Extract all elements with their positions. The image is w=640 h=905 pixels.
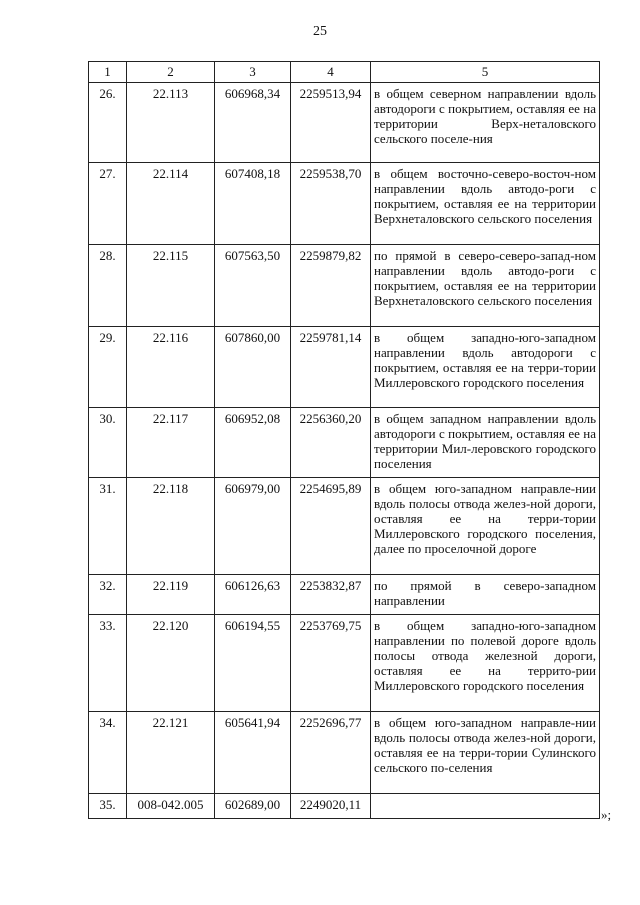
coord-y: 2259513,94 [291, 83, 371, 163]
point-id: 22.118 [127, 478, 215, 575]
header-col-3: 3 [215, 62, 291, 83]
row-number: 35. [89, 794, 127, 819]
coord-x: 602689,00 [215, 794, 291, 819]
route-description: в общем юго-западном направле-нии вдоль полосы отвода желез-ной дороги, оставляя ее на терри-тории Миллеровского городского поселения, далее по проселочной дороге [371, 478, 600, 575]
route-description [371, 794, 600, 819]
table-row [89, 575, 600, 615]
coord-y: 2252696,77 [291, 712, 371, 794]
point-id: 22.120 [127, 615, 215, 712]
coord-x: 607860,00 [215, 327, 291, 408]
row-number: 30. [89, 408, 127, 478]
point-id: 22.116 [127, 327, 215, 408]
header-col-5: 5 [371, 62, 600, 83]
table-header-row [89, 62, 600, 83]
route-description: в общем юго-западном направле-нии вдоль полосы отвода желез-ной дороги, оставляя ее на терри-тории Сулинского сельского по-селения [371, 712, 600, 794]
row-number: 31. [89, 478, 127, 575]
point-id: 008-042.005 [127, 794, 215, 819]
table-row [89, 615, 600, 712]
coord-y: 2253769,75 [291, 615, 371, 712]
table-row [89, 794, 600, 819]
route-description: в общем восточно-северо-восточ-ном направлении вдоль автодо-роги с покрытием, оставляя ее на территории Верхнеталовского сельского поселения [371, 163, 600, 245]
header-col-1: 1 [89, 62, 127, 83]
coord-x: 606968,34 [215, 83, 291, 163]
route-description: в общем западном направлении вдоль автодороги с покрытием, оставляя ее на территории Мил-леровского городского поселения [371, 408, 600, 478]
page-number: 25 [313, 24, 327, 39]
row-number: 28. [89, 245, 127, 327]
coord-x: 606194,55 [215, 615, 291, 712]
point-id: 22.114 [127, 163, 215, 245]
route-description: по прямой в северо-западном направлении [371, 575, 600, 615]
table-row [89, 478, 600, 575]
row-number: 26. [89, 83, 127, 163]
point-id: 22.113 [127, 83, 215, 163]
row-number: 33. [89, 615, 127, 712]
table-row [89, 163, 600, 245]
route-description: в общем западно-юго-западном направлении вдоль автодороги с покрытием, оставляя ее на терри-тории Миллеровского городского поселения [371, 327, 600, 408]
coord-y: 2259538,70 [291, 163, 371, 245]
coord-x: 606952,08 [215, 408, 291, 478]
closing-quote-mark: »; [601, 807, 612, 822]
row-number: 34. [89, 712, 127, 794]
coord-y: 2256360,20 [291, 408, 371, 478]
coord-x: 606126,63 [215, 575, 291, 615]
row-number: 27. [89, 163, 127, 245]
point-id: 22.115 [127, 245, 215, 327]
coord-y: 2259781,14 [291, 327, 371, 408]
coord-x: 607563,50 [215, 245, 291, 327]
coord-y: 2249020,11 [291, 794, 371, 819]
route-description: в общем северном направлении вдоль автодороги с покрытием, оставляя ее на территории Верх-неталовского сельского поселе-ния [371, 83, 600, 163]
point-id: 22.119 [127, 575, 215, 615]
route-description: в общем западно-юго-западном направлении по полевой дороге вдоль полосы отвода железной дороги, оставляя ее на террито-рии Миллеровского городского поселения [371, 615, 600, 712]
point-id: 22.121 [127, 712, 215, 794]
header-col-4: 4 [291, 62, 371, 83]
coord-y: 2253832,87 [291, 575, 371, 615]
coord-y: 2254695,89 [291, 478, 371, 575]
header-col-2: 2 [127, 62, 215, 83]
coord-x: 605641,94 [215, 712, 291, 794]
row-number: 29. [89, 327, 127, 408]
coord-x: 606979,00 [215, 478, 291, 575]
table-row [89, 327, 600, 408]
point-id: 22.117 [127, 408, 215, 478]
boundary-points-table [88, 61, 600, 819]
table-row [89, 712, 600, 794]
route-description: по прямой в северо-северо-запад-ном направлении вдоль автодо-роги с покрытием, оставляя ее на территории Верхнеталовского сельского поселения [371, 245, 600, 327]
table-row [89, 245, 600, 327]
table-row [89, 408, 600, 478]
row-number: 32. [89, 575, 127, 615]
coord-x: 607408,18 [215, 163, 291, 245]
table-row [89, 83, 600, 163]
coord-y: 2259879,82 [291, 245, 371, 327]
